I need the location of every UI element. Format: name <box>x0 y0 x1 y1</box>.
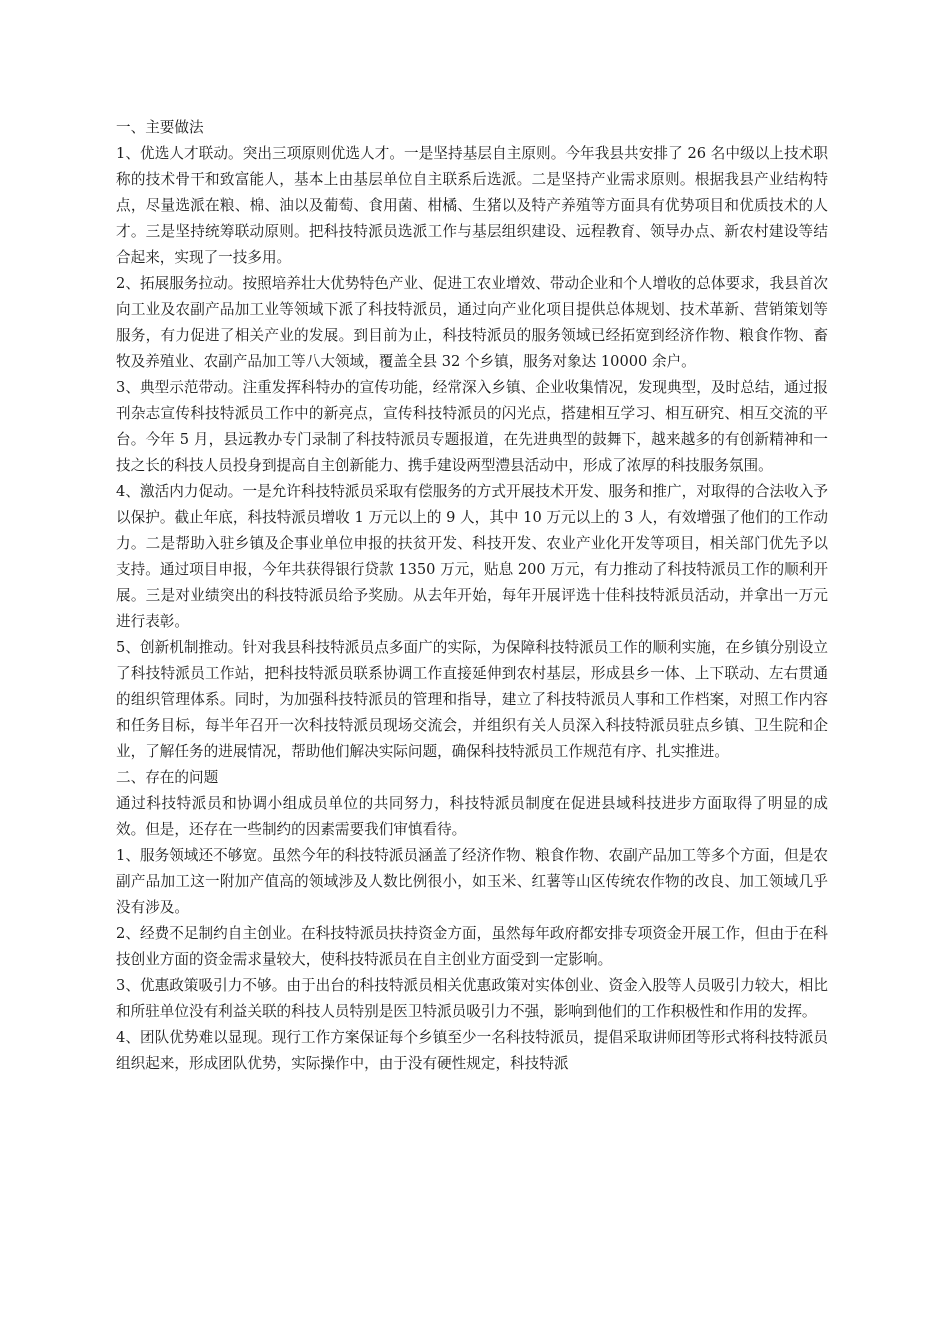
paragraph-service-expansion: 2、拓展服务拉动。按照培养壮大优势特色产业、促进工农业增效、带动企业和个人增收的总体要求，我县首次向工业及农副产品加工业等领域下派了科技特派员，通过向产业化项目提供总体规划、技术革新、营销策划等服务，有力促进了相关产业的发展。到目前为止，科技特派员的服务领域已经拓宽到经济作物、粮食作物、畜牧及养殖业、农副产品加工等八大领域，覆盖全县 32 个乡镇，服务对象达 10000 余户。 <box>116 275 828 370</box>
paragraph-funding-shortage: 2、经费不足制约自主创业。在科技特派员扶持资金方面，虽然每年政府都安排专项资金开展工作，但由于在科技创业方面的资金需求量较大，使科技特派员在自主创业方面受到一定影响。 <box>116 925 828 968</box>
section-heading-practices: 一、主要做法 <box>116 119 204 136</box>
paragraph-internal-motivation: 4、激活内力促动。一是允许科技特派员采取有偿服务的方式开展技术开发、服务和推广，对取得的合法收入予以保护。截止年底，科技特派员增收 1 万元以上的 9 人，其中 10 万元以上的 3 人，有效增强了他们的工作动力。二是帮助入驻乡镇及企事业单位申报的扶贫开发、科技开发、农业产业化开发等项目，相关部门优先予以支持。通过项目申报，今年共获得银行贷款 1350 万元，贴息 200 万元，有力推动了科技特派员工作的顺利开展。三是对业绩突出的科技特派员给予奖励。从去年开始，每年开展评选十佳科技特派员活动，并拿出一万元进行表彰。 <box>116 483 828 630</box>
paragraph-talent-selection: 1、优选人才联动。突出三项原则优选人才。一是坚持基层自主原则。今年我县共安排了 26 名中级以上技术职称的技术骨干和致富能人，基本上由基层单位自主联系后选派。二是坚持产业需求原则。根据我县产业结构特点，尽量选派在粮、棉、油以及葡萄、食用菌、柑橘、生猪以及特产养殖等方面具有优势项目和优质技术的人才。三是坚持统筹联动原则。把科技特派员选派工作与基层组织建设、远程教育、领导办点、新农村建设等结合起来，实现了一技多用。 <box>116 145 828 266</box>
paragraph-policy-appeal: 3、优惠政策吸引力不够。由于出台的科技特派员相关优惠政策对实体创业、资金入股等人员吸引力较大，相比和所驻单位没有利益关联的科技人员特别是医卫特派员吸引力不强，影响到他们的工作积极性和作用的发挥。 <box>116 977 828 1020</box>
paragraph-problems-intro: 通过科技特派员和协调小组成员单位的共同努力，科技特派员制度在促进县域科技进步方面取得了明显的成效。但是，还存在一些制约的因素需要我们审慎看待。 <box>116 795 828 838</box>
document-body <box>116 115 828 1077</box>
paragraph-mechanism-innovation: 5、创新机制推动。针对我县科技特派员点多面广的实际，为保障科技特派员工作的顺利实施，在乡镇分别设立了科技特派员工作站，把科技特派员联系协调工作直接延伸到农村基层，形成县乡一体、上下联动、左右贯通的组织管理体系。同时，为加强科技特派员的管理和指导，建立了科技特派员人事和工作档案，对照工作内容和任务目标，每半年召开一次科技特派员现场交流会，并组织有关人员深入科技特派员驻点乡镇、卫生院和企业，了解任务的进展情况，帮助他们解决实际问题，确保科技特派员工作规范有序、扎实推进。 <box>116 639 828 760</box>
paragraph-team-advantage: 4、团队优势难以显现。现行工作方案保证每个乡镇至少一名科技特派员，提倡采取讲师团等形式将科技特派员组织起来，形成团队优势，实际操作中，由于没有硬性规定，科技特派 <box>116 1029 828 1072</box>
paragraph-service-scope: 1、服务领域还不够宽。虽然今年的科技特派员涵盖了经济作物、粮食作物、农副产品加工等多个方面，但是农副产品加工这一附加产值高的领域涉及人数比例很小，如玉米、红薯等山区传统农作物的改良、加工领域几乎没有涉及。 <box>116 847 828 916</box>
paragraph-model-demonstration: 3、典型示范带动。注重发挥科特办的宣传功能，经常深入乡镇、企业收集情况，发现典型，及时总结，通过报刊杂志宣传科技特派员工作中的新亮点，宣传科技特派员的闪光点，搭建相互学习、相互研究、相互交流的平台。今年 5 月，县远教办专门录制了科技特派员专题报道，在先进典型的鼓舞下，越来越多的有创新精神和一技之长的科技人员投身到提高自主创新能力、携手建设两型澧县活动中，形成了浓厚的科技服务氛围。 <box>116 379 828 474</box>
section-heading-problems: 二、存在的问题 <box>116 769 219 786</box>
